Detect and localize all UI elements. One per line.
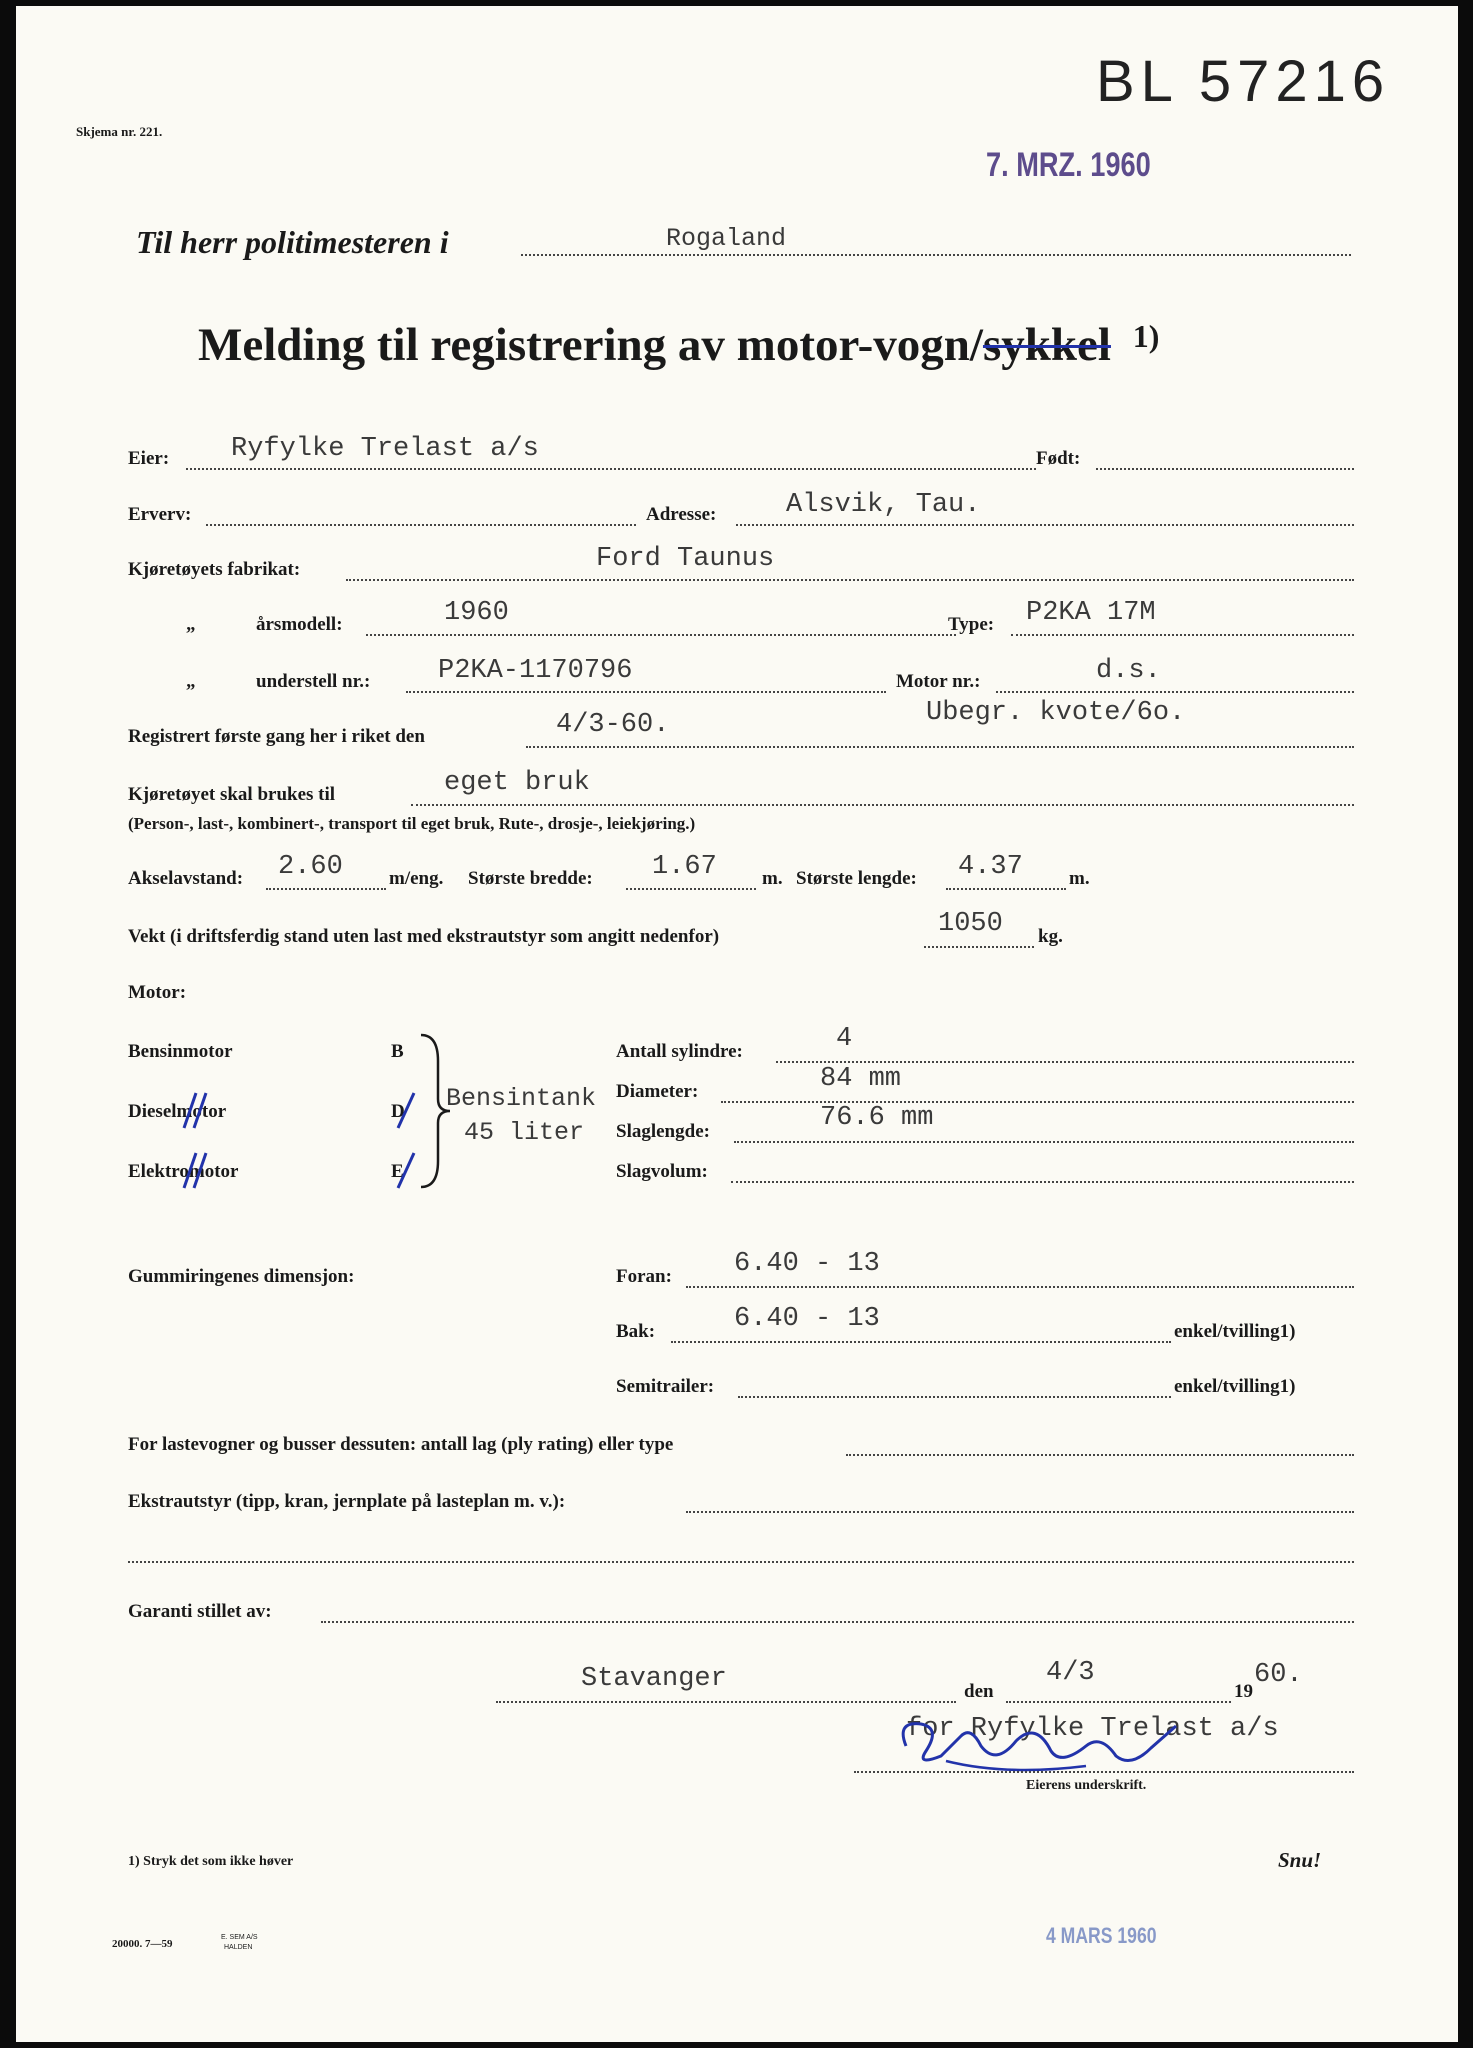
year-prefix: 19: [1234, 1681, 1253, 1702]
adresse-value: Alsvik, Tau.: [786, 490, 981, 520]
bak-line: [671, 1341, 1171, 1343]
foran-line: [686, 1286, 1354, 1288]
semitrailer-line: [738, 1396, 1171, 1398]
printer-city: HALDEN: [224, 1944, 253, 1951]
vekt-unit: kg.: [1038, 926, 1063, 947]
date-line: [1006, 1701, 1231, 1703]
bottom-date-stamp: 4 MARS 1960: [1046, 1923, 1157, 1948]
slagvolum-line: [731, 1181, 1354, 1183]
handwritten-signature: [886, 1706, 1226, 1786]
usage-line: [411, 804, 1354, 806]
akselavstand-value: 2.60: [278, 852, 343, 882]
elektromotor-letter: E: [391, 1161, 404, 1182]
tank-note-1: Bensintank: [446, 1084, 597, 1113]
diameter-value: 84 mm: [820, 1064, 902, 1094]
sylindre-line: [776, 1061, 1354, 1063]
erverv-line: [206, 524, 636, 526]
elektromotor-label: Elektromotor: [128, 1161, 239, 1182]
bredde-line: [626, 888, 756, 890]
bak-value: 6.40 - 13: [734, 1304, 880, 1334]
type-line: [1011, 634, 1354, 636]
garanti-line: [321, 1621, 1354, 1623]
slaglengde-line: [734, 1141, 1354, 1143]
foran-value: 6.40 - 13: [734, 1249, 880, 1279]
slaglengde-label: Slaglengde:: [616, 1121, 710, 1142]
registration-form-page: [16, 6, 1458, 2042]
signature-for-line: for Ryfylke Trelast a/s: [906, 1714, 1279, 1744]
vekt-line: [924, 946, 1034, 948]
addressee-value: Rogaland: [666, 224, 787, 253]
dieselmotor-label: Dieselmotor: [128, 1101, 227, 1122]
title-main: Melding til registrering av motor-vogn/: [198, 319, 983, 371]
year-suffix: 60.: [1254, 1660, 1303, 1690]
addressee-line: [521, 254, 1351, 256]
signature-date: 4/3: [1046, 1658, 1095, 1688]
slaglengde-value: 76.6 mm: [820, 1103, 934, 1133]
eier-line: [186, 468, 1036, 470]
title-struck-word: sykkel: [982, 319, 1111, 371]
semitrailer-suffix: enkel/tvilling1): [1174, 1376, 1296, 1397]
footnote: 1) Stryk det som ikke høver: [128, 1854, 294, 1869]
ekstrautstyr-line-2: [128, 1561, 1354, 1563]
type-value: P2KA 17M: [1026, 598, 1156, 628]
motor-nr-value: d.s.: [1096, 656, 1161, 686]
understell-value: P2KA-1170796: [438, 656, 633, 686]
registrert-label: Registrert første gang her i riket den: [128, 726, 425, 747]
lastevogner-label: For lastevogner og busser dessuten: antall lag (ply rating) eller type: [128, 1434, 674, 1455]
received-date-stamp: 7. MRZ. 1960: [986, 146, 1151, 184]
foran-label: Foran:: [616, 1266, 672, 1287]
archive-number: BL 57216: [1096, 49, 1391, 114]
snu-label: Snu!: [1278, 1848, 1322, 1872]
printer-info: 20000. 7—59: [112, 1938, 173, 1950]
diameter-label: Diameter:: [616, 1081, 699, 1102]
usage-label: Kjøretøyet skal brukes til: [128, 784, 336, 805]
form-title: [198, 318, 1159, 372]
addressee-label: Til herr politimesteren i: [136, 224, 449, 260]
lengde-unit: m.: [1069, 868, 1090, 889]
fodt-label: Født:: [1036, 448, 1081, 469]
sylindre-value: 4: [836, 1024, 853, 1054]
usage-options: (Person-, last-, kombinert-, transport til eget bruk, Rute-, drosje-, leiekjøring.): [128, 814, 696, 833]
ditto-mark-2: „: [186, 671, 196, 692]
motor-nr-label: Motor nr.:: [896, 671, 981, 692]
ekstrautstyr-label: Ekstrautstyr (tipp, kran, jernplate på lasteplan m. v.):: [128, 1491, 566, 1512]
vekt-value: 1050: [938, 909, 1003, 939]
registrert-line: [526, 746, 1354, 748]
slagvolum-label: Slagvolum:: [616, 1161, 708, 1182]
bredde-value: 1.67: [652, 852, 717, 882]
akselavstand-unit: m/eng.: [389, 868, 444, 889]
bredde-unit: m.: [762, 868, 783, 889]
bak-suffix: enkel/tvilling1): [1174, 1321, 1296, 1342]
sylindre-label: Antall sylindre:: [616, 1041, 743, 1062]
printer-name: E. SEM A/S: [221, 1934, 258, 1941]
garanti-label: Garanti stillet av:: [128, 1601, 272, 1622]
ekstrautstyr-line-1: [686, 1511, 1354, 1513]
eier-label: Eier:: [128, 448, 170, 469]
title-footnote-mark: 1): [1132, 318, 1160, 354]
usage-value: eget bruk: [444, 768, 590, 798]
den-label: den: [964, 1681, 994, 1702]
signature-line: [854, 1771, 1354, 1773]
akselavstand-line: [266, 888, 386, 890]
signature-place: Stavanger: [581, 1664, 727, 1694]
adresse-label: Adresse:: [646, 504, 717, 525]
fodt-line: [1096, 468, 1354, 470]
type-label: Type:: [948, 614, 995, 635]
tires-label: Gummiringenes dimensjon:: [128, 1266, 355, 1287]
lastevogner-line: [846, 1454, 1354, 1456]
motor-strike-marks: [146, 1088, 446, 1198]
fabrikat-label: Kjøretøyets fabrikat:: [128, 559, 301, 580]
erverv-label: Erverv:: [128, 504, 192, 525]
bredde-label: Største bredde:: [468, 868, 593, 889]
ditto-mark-1: „: [186, 614, 196, 635]
understell-line: [406, 691, 886, 693]
lengde-line: [946, 888, 1066, 890]
kvote-note: Ubegr. kvote/6o.: [926, 698, 1186, 728]
fabrikat-value: Ford Taunus: [596, 544, 775, 574]
motor-nr-line: [996, 691, 1354, 693]
arsmodell-value: 1960: [444, 598, 509, 628]
signature-caption: Eierens underskrift.: [1026, 1778, 1147, 1793]
vekt-label: Vekt (i driftsferdig stand uten last med ekstrautstyr som angitt nedenfor): [128, 926, 720, 947]
bensinmotor-label: Bensinmotor: [128, 1041, 233, 1062]
lengde-value: 4.37: [958, 852, 1023, 882]
lengde-label: Største lengde:: [796, 868, 917, 889]
fabrikat-line: [346, 579, 1354, 581]
diameter-line: [721, 1101, 1354, 1103]
place-line: [496, 1701, 956, 1703]
dieselmotor-letter: D: [391, 1101, 405, 1122]
bak-label: Bak:: [616, 1321, 656, 1342]
bensinmotor-letter: B: [391, 1041, 404, 1062]
tank-note-2: 45 liter: [464, 1118, 585, 1147]
akselavstand-label: Akselavstand:: [128, 868, 244, 889]
understell-label: understell nr.:: [256, 671, 371, 692]
motor-label: Motor:: [128, 982, 187, 1003]
eier-value: Ryfylke Trelast a/s: [231, 434, 539, 464]
semitrailer-label: Semitrailer:: [616, 1376, 715, 1397]
registrert-value: 4/3-60.: [556, 710, 670, 740]
arsmodell-line: [366, 634, 956, 636]
arsmodell-label: årsmodell:: [256, 614, 343, 635]
adresse-line: [736, 524, 1354, 526]
skjema-number: Skjema nr. 221.: [76, 124, 163, 139]
